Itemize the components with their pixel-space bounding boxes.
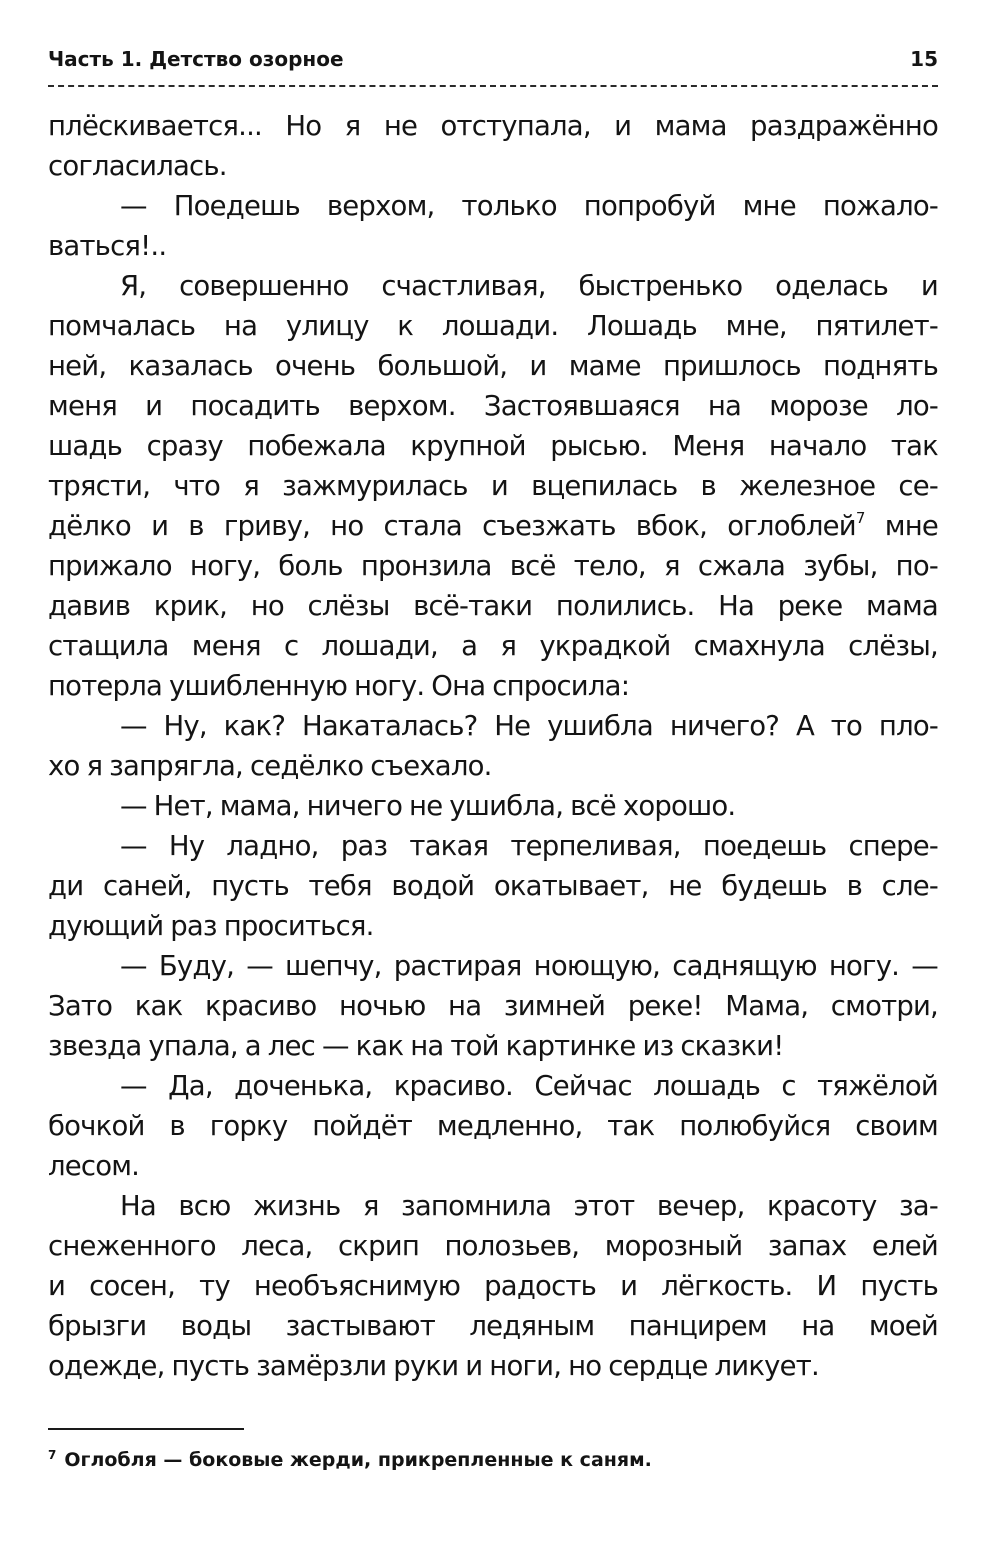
text-line [48, 1146, 938, 1186]
text-line [48, 946, 938, 986]
text-line-content: бочкой в горку пойдёт медленно, так полюбуйся своим [48, 1110, 938, 1142]
text-line [48, 666, 938, 706]
text-line-content: меня и посадить верхом. Застоявшаяся на морозе ло- [48, 390, 938, 422]
text-line-content: согласилась. [48, 150, 227, 182]
text-line-content: прижало ногу, боль пронзила всё тело, я сжала зубы, по- [48, 550, 938, 582]
text-line [48, 1186, 938, 1226]
footnote-text: Оглобля — боковые жерди, прикрепленные к саням. [64, 1449, 652, 1471]
text-line [48, 826, 938, 866]
text-line-content: мне [864, 510, 938, 542]
text-line [48, 386, 938, 426]
text-line-content: трясти, что я зажмурилась и вцепилась в железное се- [48, 470, 938, 502]
text-line [48, 506, 938, 546]
text-line [48, 1306, 938, 1346]
text-line [48, 1106, 938, 1146]
text-line-content: — Нет, мама, ничего не ушибла, всё хорошо. [120, 790, 736, 822]
text-line [48, 706, 938, 746]
page-number: 15 [910, 47, 938, 71]
text-line-content: — Буду, — шепчу, растирая ноющую, саднящую ногу. — [120, 950, 938, 982]
text-line [48, 346, 938, 386]
text-line [48, 106, 938, 146]
text-line [48, 1266, 938, 1306]
text-line-content: звезда упала, а лес — как на той картинке из сказки! [48, 1030, 784, 1062]
text-line-content: плёскивается... Но я не отступала, и мама раздражённо [48, 110, 938, 142]
text-line-content: давив крик, но слёзы всё-таки полились. На реке мама [48, 590, 938, 622]
text-line-content: лесом. [48, 1150, 140, 1182]
text-line-content: Я, совершенно счастливая, быстренько оделась и [120, 270, 938, 302]
text-line [48, 1226, 938, 1266]
text-line [48, 906, 938, 946]
footnote-reference: 7 [855, 509, 865, 527]
chapter-title: Часть 1. Детство озорное [48, 47, 344, 71]
text-line [48, 786, 938, 826]
text-line-content: снеженного леса, скрип полозьев, морозный запах елей [48, 1230, 938, 1262]
text-line-content: ди саней, пусть тебя водой окатывает, не будешь в сле- [48, 870, 938, 902]
text-line [48, 986, 938, 1026]
text-line [48, 226, 938, 266]
text-line-content: — Ну ладно, раз такая терпеливая, поедешь спере- [120, 830, 938, 862]
text-line [48, 306, 938, 346]
text-line-content: — Ну, как? Накаталась? Не ушибла ничего? А то пло- [120, 710, 938, 742]
text-line-content: дёлко и в гриву, но стала съезжать вбок, оглоблей [48, 510, 856, 542]
text-line [48, 466, 938, 506]
book-page [48, 0, 938, 1553]
text-line [48, 546, 938, 586]
text-line [48, 1346, 938, 1386]
text-line [48, 426, 938, 466]
text-line [48, 626, 938, 666]
text-line-content: дующий раз проситься. [48, 910, 374, 942]
header-divider [48, 85, 938, 87]
footnote [48, 1446, 938, 1474]
text-line-content: помчалась на улицу к лошади. Лошадь мне, пятилет- [48, 310, 938, 342]
running-header [48, 44, 938, 78]
text-line-content: и сосен, ту необъяснимую радость и лёгкость. И пусть [48, 1270, 938, 1302]
body-text [48, 106, 938, 1386]
text-line-content: шадь сразу побежала крупной рысью. Меня начало так [48, 430, 938, 462]
text-line [48, 866, 938, 906]
text-line-content: стащила меня с лошади, а я украдкой смахнула слёзы, [48, 630, 938, 662]
footnote-marker: 7 [48, 1448, 57, 1462]
text-line [48, 146, 938, 186]
text-line-content: одежде, пусть замёрзли руки и ноги, но сердце ликует. [48, 1350, 819, 1382]
text-line-content: — Поедешь верхом, только попробуй мне пожало- [120, 190, 938, 222]
text-line-content: ваться!.. [48, 230, 167, 262]
text-line [48, 586, 938, 626]
text-line-content: На всю жизнь я запомнила этот вечер, красоту за- [120, 1190, 938, 1222]
text-line-content: Зато как красиво ночью на зимней реке! Мама, смотри, [48, 990, 938, 1022]
text-line [48, 1026, 938, 1066]
text-line-content: хо я запрягла, седёлко съехало. [48, 750, 492, 782]
text-line-content: ней, казалась очень большой, и маме пришлось поднять [48, 350, 938, 382]
text-line-content: потерла ушибленную ногу. Она спросила: [48, 670, 630, 702]
text-line [48, 266, 938, 306]
text-line [48, 186, 938, 226]
text-line [48, 1066, 938, 1106]
footnote-divider [48, 1428, 244, 1430]
text-line [48, 746, 938, 786]
text-line-content: брызги воды застывают ледяным панцирем на моей [48, 1310, 938, 1342]
text-line-content: — Да, доченька, красиво. Сейчас лошадь с тяжёлой [120, 1070, 938, 1102]
